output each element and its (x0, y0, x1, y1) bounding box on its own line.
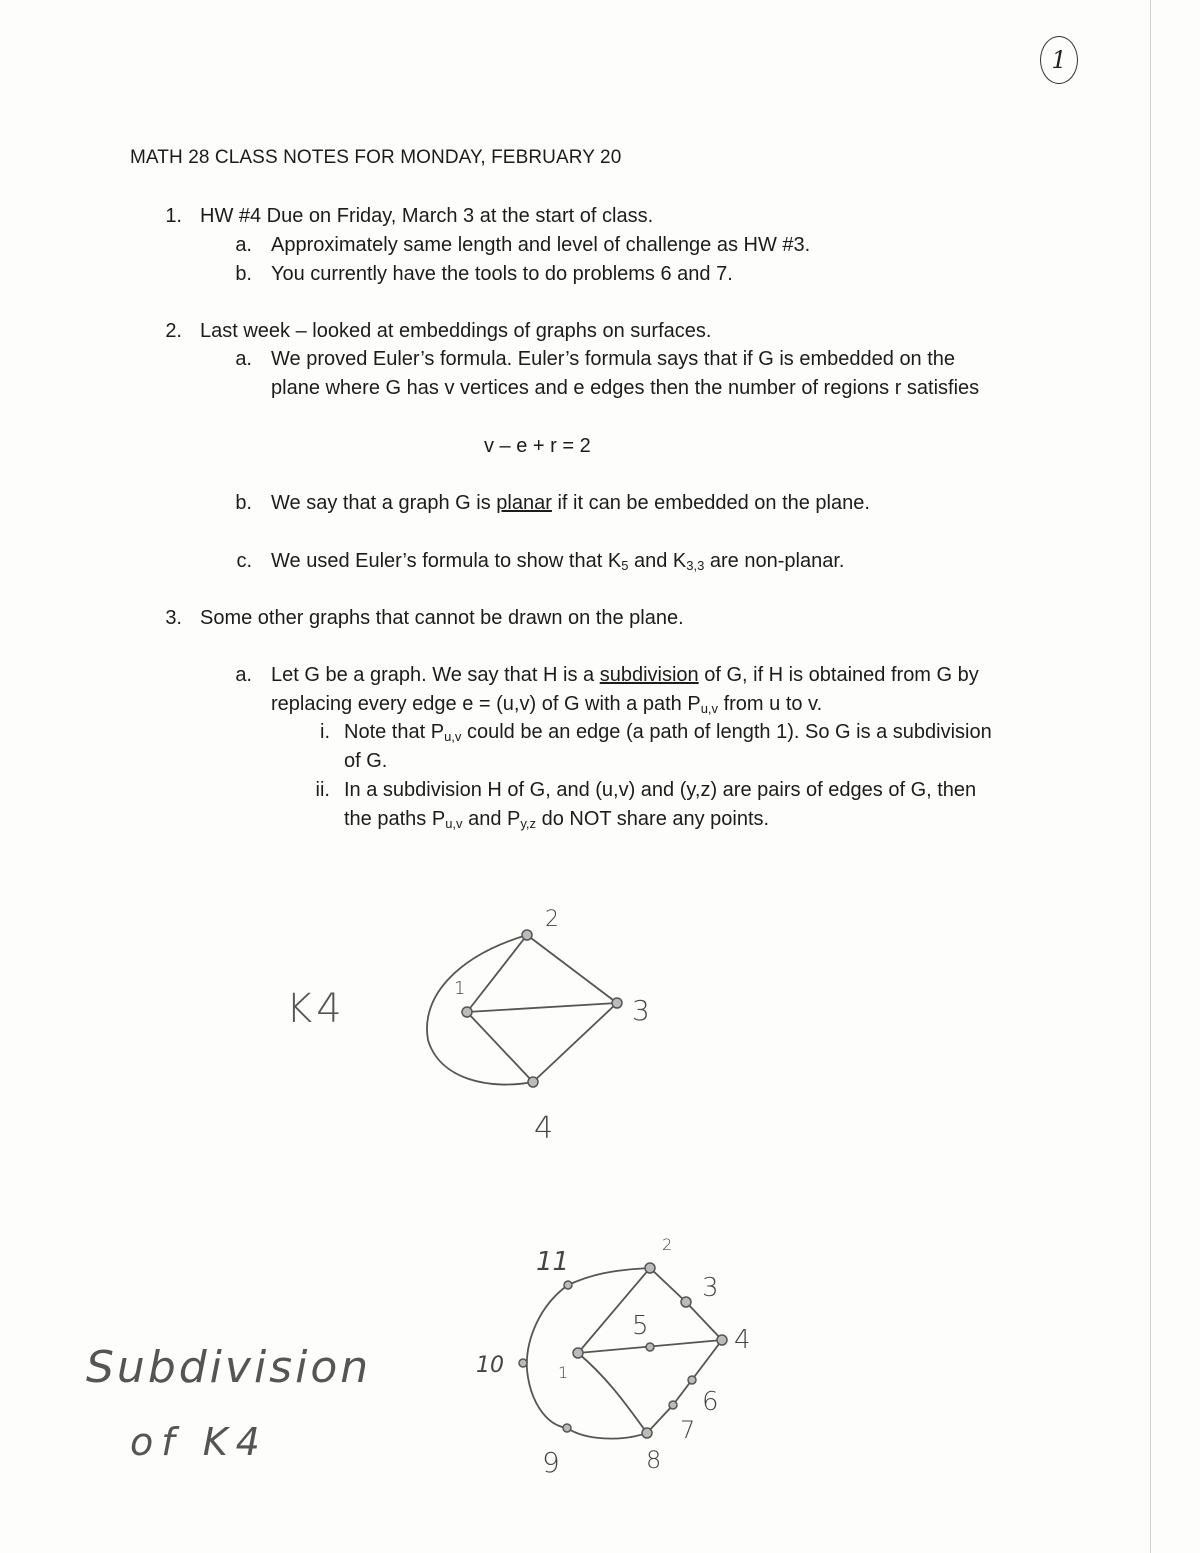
item-1a-marker: a. (235, 234, 252, 256)
k4-vertex (462, 1007, 472, 1017)
item-3-number: 3. (165, 607, 182, 629)
subdivision-graph (470, 1230, 770, 1490)
k4-edge-3-4 (533, 1003, 617, 1082)
sub-vertex (563, 1424, 571, 1432)
k4-edge-1-4 (467, 1012, 533, 1082)
sub-vertex-label: 6 (702, 1387, 719, 1417)
item-3aii-line-1: In a subdivision H of G, and (u,v) and (y,z) are pairs of edges of G, then (344, 779, 977, 801)
item-2-number: 2. (165, 320, 182, 342)
sub-vertex (645, 1263, 655, 1273)
item-3aii-line-2: the paths $P_{u,v}$ and $P_{y,z}$ do NOT share any points. (344, 808, 770, 831)
item-2b-text: We say that a graph G is planar if it can be embedded on the plane. (271, 492, 870, 514)
sub-vertex (669, 1401, 677, 1409)
term-subdivision: subdivision (599, 664, 699, 686)
item-2c-marker: c. (236, 550, 252, 572)
sub-vertex (681, 1297, 691, 1307)
item-2c-text: We used Euler’s formula to show that $K_5$ and $K_{3,3}$ are non-planar. (271, 550, 845, 573)
k4-vertex-label: 3 (632, 994, 650, 1027)
item-1-text: HW #4 Due on Friday, March 3 at the start of class. (200, 205, 654, 227)
item-1a-text: Approximately same length and level of challenge as HW #3. (271, 234, 811, 256)
page-number: 1 (1040, 36, 1078, 84)
sub-vertex (646, 1343, 654, 1351)
scan-edge-line (1150, 0, 1151, 1553)
item-2a-marker: a. (235, 348, 252, 370)
sub-vertex-label: 3 (702, 1273, 719, 1303)
subdivision-label-line-2: of K4 (130, 1420, 268, 1464)
item-3aii-marker: ii. (315, 779, 330, 801)
item-2a-line-2: plane where G has v vertices and e edges then the number of regions r satisfies (271, 377, 980, 399)
k4-vertex-label: 2 (545, 907, 559, 932)
item-2-text: Last week – looked at embeddings of graphs on surfaces. (200, 320, 712, 342)
sub-vertex (717, 1335, 727, 1345)
item-3ai-line-2: of G. (344, 750, 388, 772)
sub-vertex-label: 1 (558, 1363, 569, 1382)
item-3-text: Some other graphs that cannot be drawn on the plane. (200, 607, 684, 629)
sub-vertex-label: 5 (632, 1311, 649, 1341)
item-2b-marker: b. (235, 492, 252, 514)
k4-vertex-label: 4 (534, 1111, 554, 1146)
item-3ai-marker: i. (320, 721, 330, 743)
euler-formula: v – e + r = 2 (484, 435, 591, 457)
k4-edge-1-3 (467, 1003, 617, 1012)
sub-vertex-label: 8 (646, 1446, 662, 1474)
page-title: MATH 28 CLASS NOTES FOR MONDAY, FEBRUARY 20 (130, 147, 622, 168)
k4-vertex (528, 1077, 538, 1087)
k4-vertex (612, 998, 622, 1008)
sub-vertex (519, 1359, 527, 1367)
sub-vertex-label: 2 (662, 1235, 673, 1254)
k4-vertex (522, 930, 532, 940)
item-3ai-line-1: Note that $P_{u,v}$ could be an edge (a path of length 1). So G is a subdivision (344, 721, 992, 744)
item-3a-line-1: Let G be a graph. We say that H is a subdivision of G, if H is obtained from G by (271, 664, 979, 686)
sub-vertex-label: 4 (734, 1325, 751, 1355)
sub-vertex (642, 1428, 652, 1438)
sub-edge-2-3 (650, 1268, 686, 1302)
sub-edge-1-8 (578, 1353, 647, 1433)
sub-vertex-label: 11 (536, 1247, 570, 1277)
sub-vertex-label: 7 (680, 1416, 696, 1444)
subdivision-label-line-1: Subdivision (86, 1342, 372, 1393)
k4-graph (400, 900, 680, 1150)
item-1-number: 1. (165, 205, 182, 227)
item-3a-marker: a. (235, 664, 252, 686)
item-1b-text: You currently have the tools to do problems 6 and 7. (271, 263, 733, 285)
sub-vertex-label: 9 (542, 1446, 560, 1479)
item-1b-marker: b. (235, 263, 252, 285)
sub-vertex (688, 1376, 696, 1384)
k4-vertex-label: 1 (454, 978, 466, 999)
k4-label: K4 (286, 986, 346, 1032)
item-2a-line-1: We proved Euler’s formula. Euler’s formula says that if G is embedded on the (271, 348, 956, 370)
term-planar: planar (496, 492, 552, 514)
sub-vertex (564, 1281, 572, 1289)
k4-edge-2-3 (527, 935, 617, 1003)
sub-vertex (573, 1348, 583, 1358)
item-3a-line-2: replacing every edge e = (u,v) of G with a path $P_{u,v}$ from u to v. (271, 693, 823, 716)
sub-edge-3-4 (686, 1302, 722, 1340)
sub-vertex-label: 10 (476, 1353, 504, 1378)
